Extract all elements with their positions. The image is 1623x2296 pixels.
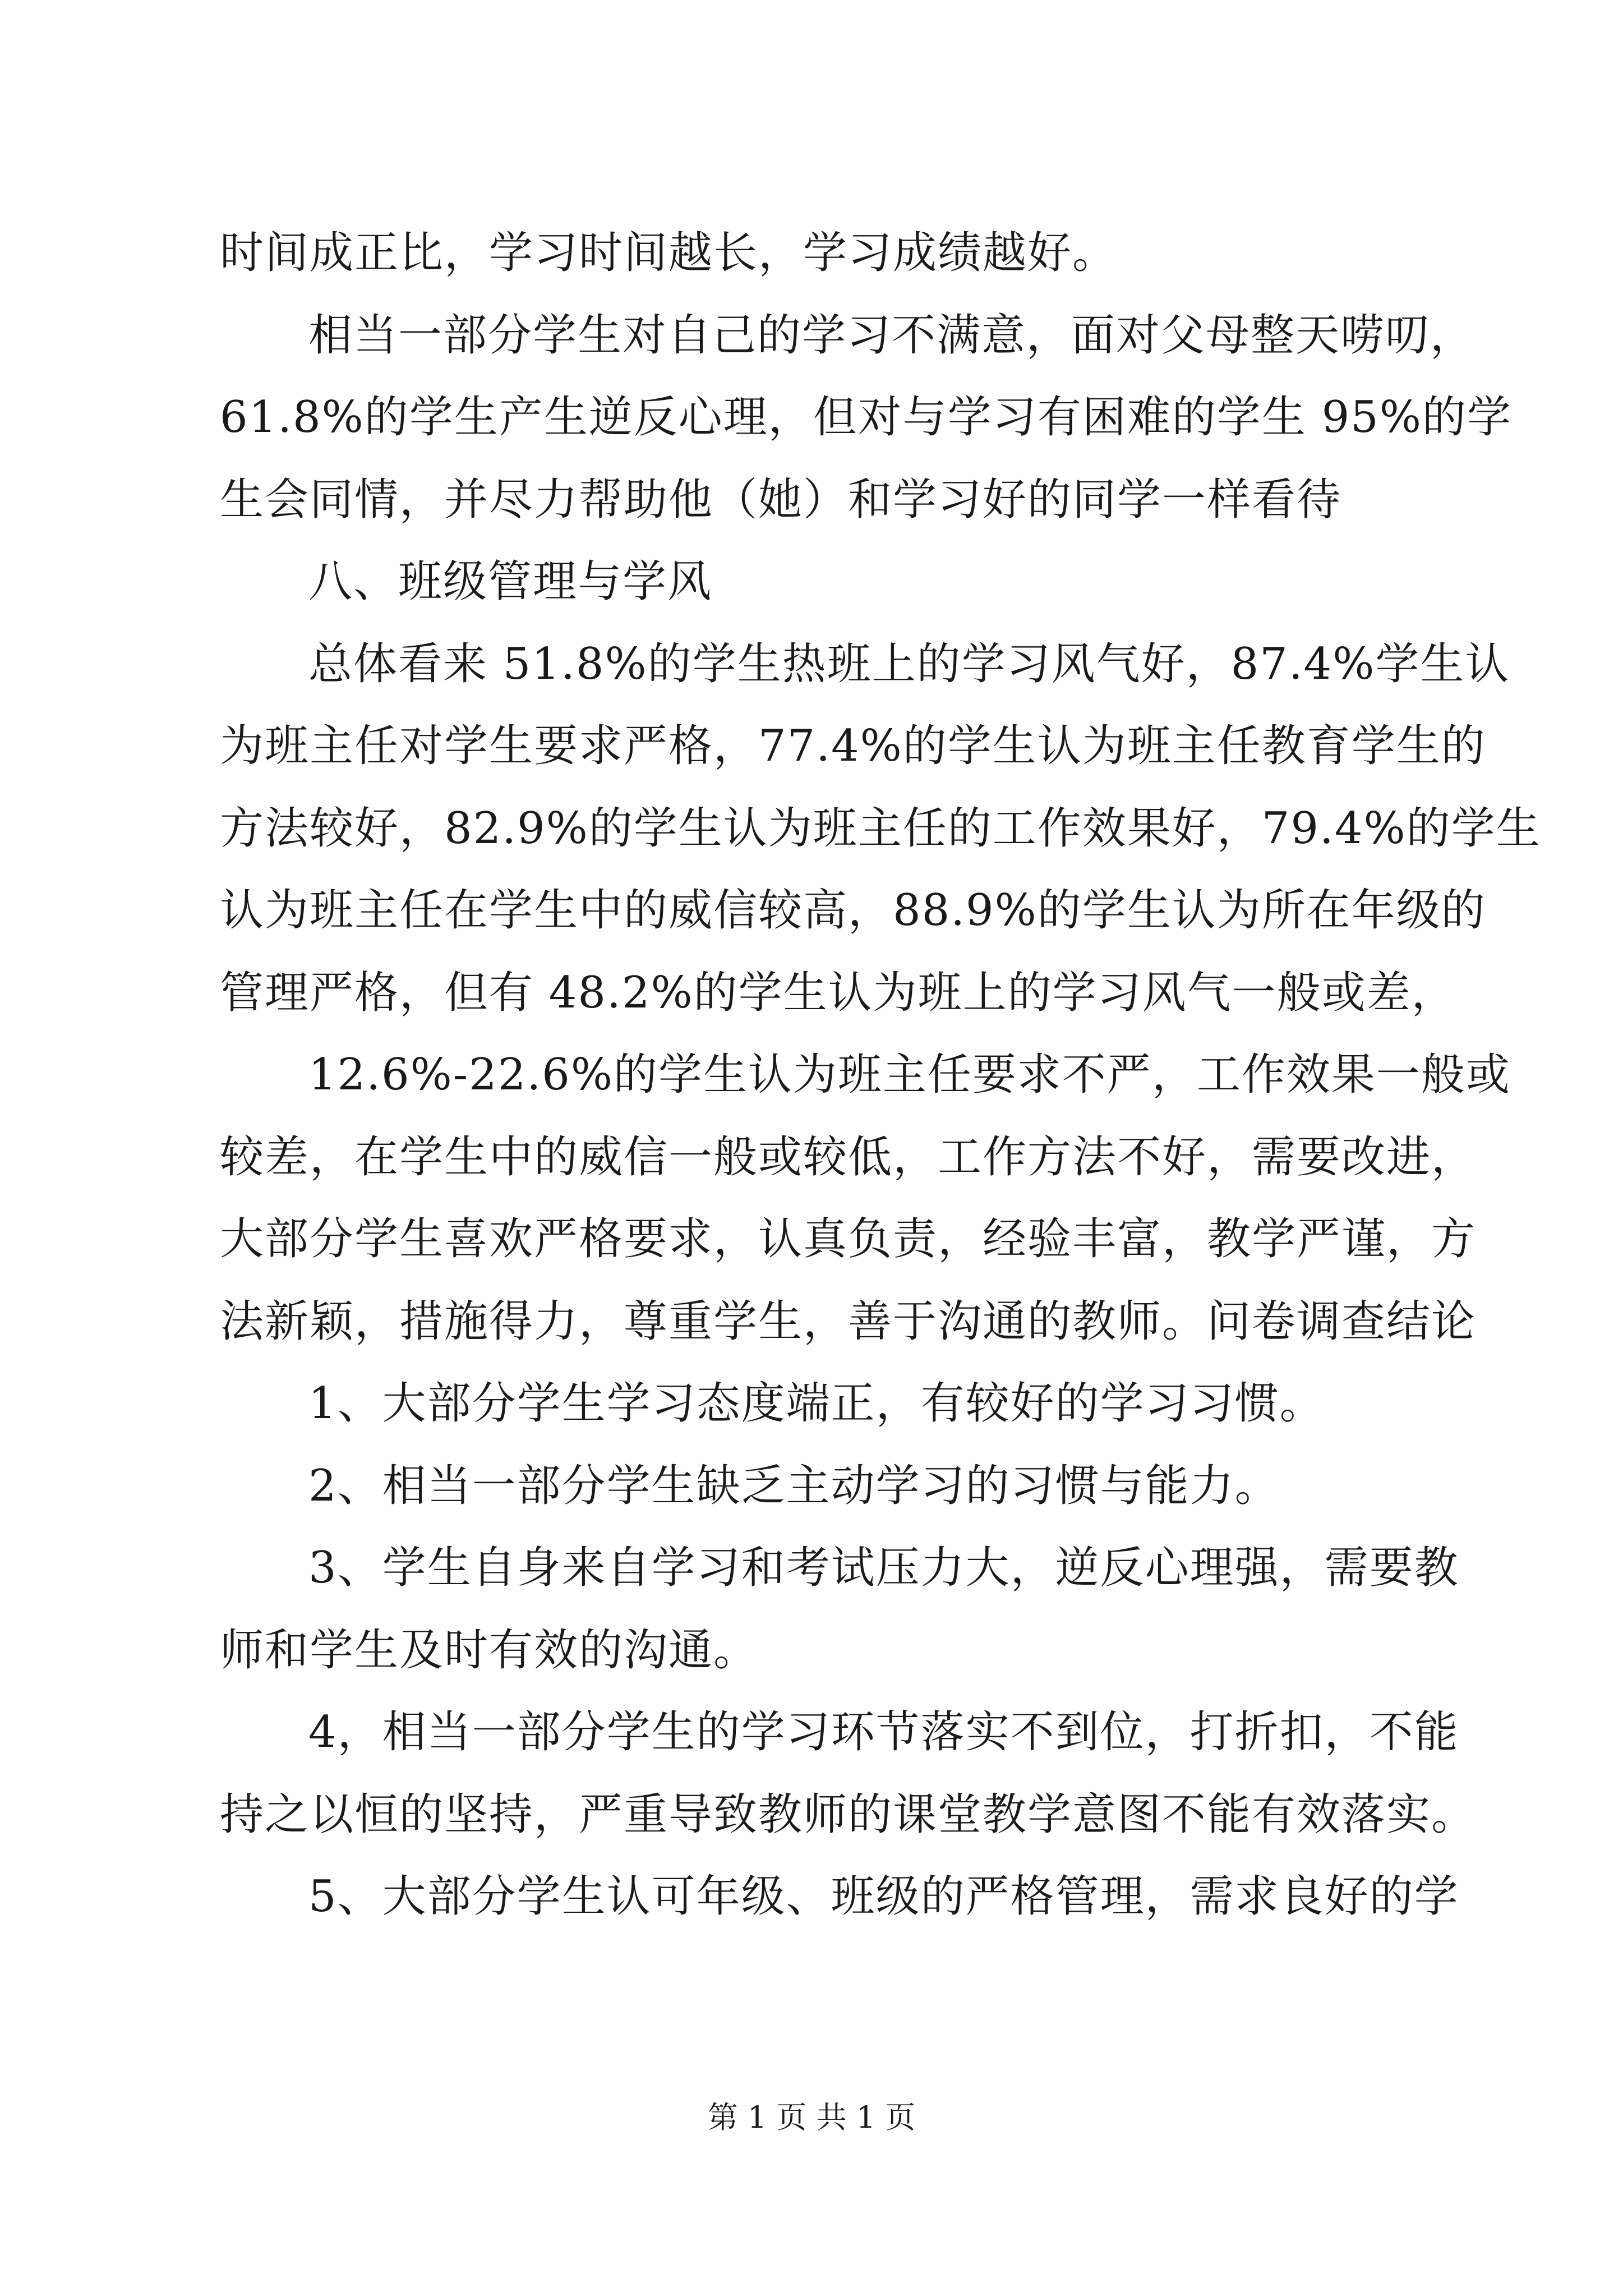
text-line-2: 相当一部分学生对自己的学习不满意，面对父母整天唠叨， <box>308 310 1476 361</box>
conclusion-item-1: 1、大部分学生学习态度端正，有较好的学习习惯。 <box>308 1378 1325 1429</box>
text-line-11: 12.6%-22.6%的学生认为班主任要求不严，工作效果一般或 <box>308 1050 1511 1100</box>
conclusion-item-2: 2、相当一部分学生缺乏主动学习的习惯与能力。 <box>308 1460 1280 1511</box>
text-line-1: 时间成正比，学习时间越长，学习成绩越好。 <box>220 228 1118 278</box>
text-line-10: 管理严格，但有 48.2%的学生认为班上的学习风气一般或差， <box>220 967 1456 1018</box>
text-line-7: 为班主任对学生要求严格，77.4%的学生认为班主任教育学生的 <box>220 721 1486 771</box>
text-line-14: 法新颖，措施得力，尊重学生，善于沟通的教师。问卷调查结论 <box>220 1296 1477 1347</box>
text-line-12: 较差，在学生中的威信一般或较低，工作方法不好，需要改进， <box>220 1131 1477 1182</box>
text-line-4: 生会同情，并尽力帮助他（她）和学习好的同学一样看待 <box>220 474 1342 525</box>
conclusion-item-4: 4，相当一部分学生的学习环节落实不到位，打折扣，不能 <box>308 1707 1459 1757</box>
text-line-9: 认为班主任在学生中的威信较高，88.9%的学生认为所在年级的 <box>220 885 1486 936</box>
document-body <box>220 212 1541 1938</box>
conclusion-item-3-cont: 师和学生及时有效的沟通。 <box>220 1625 759 1676</box>
page-footer: 第 1 页 共 1 页 <box>707 2100 916 2135</box>
text-line-3: 61.8%的学生产生逆反心理，但对与学习有困难的学生 95%的学 <box>220 392 1512 443</box>
text-line-8: 方法较好，82.9%的学生认为班主任的工作效果好，79.4%的学生 <box>220 803 1541 854</box>
conclusion-item-3: 3、学生自身来自学习和考试压力大，逆反心理强，需要教 <box>308 1543 1459 1593</box>
conclusion-item-4-cont: 持之以恒的坚持，严重导致教师的课堂教学意图不能有效落实。 <box>220 1789 1477 1840</box>
text-line-6: 总体看来 51.8%的学生热班上的学习风气好，87.4%学生认 <box>308 638 1510 689</box>
text-line-13: 大部分学生喜欢严格要求，认真负责，经验丰富，教学严谨，方 <box>220 1214 1477 1264</box>
conclusion-item-5: 5、大部分学生认可年级、班级的严格管理，需求良好的学 <box>308 1871 1459 1922</box>
section-heading: 八、班级管理与学风 <box>308 556 713 607</box>
